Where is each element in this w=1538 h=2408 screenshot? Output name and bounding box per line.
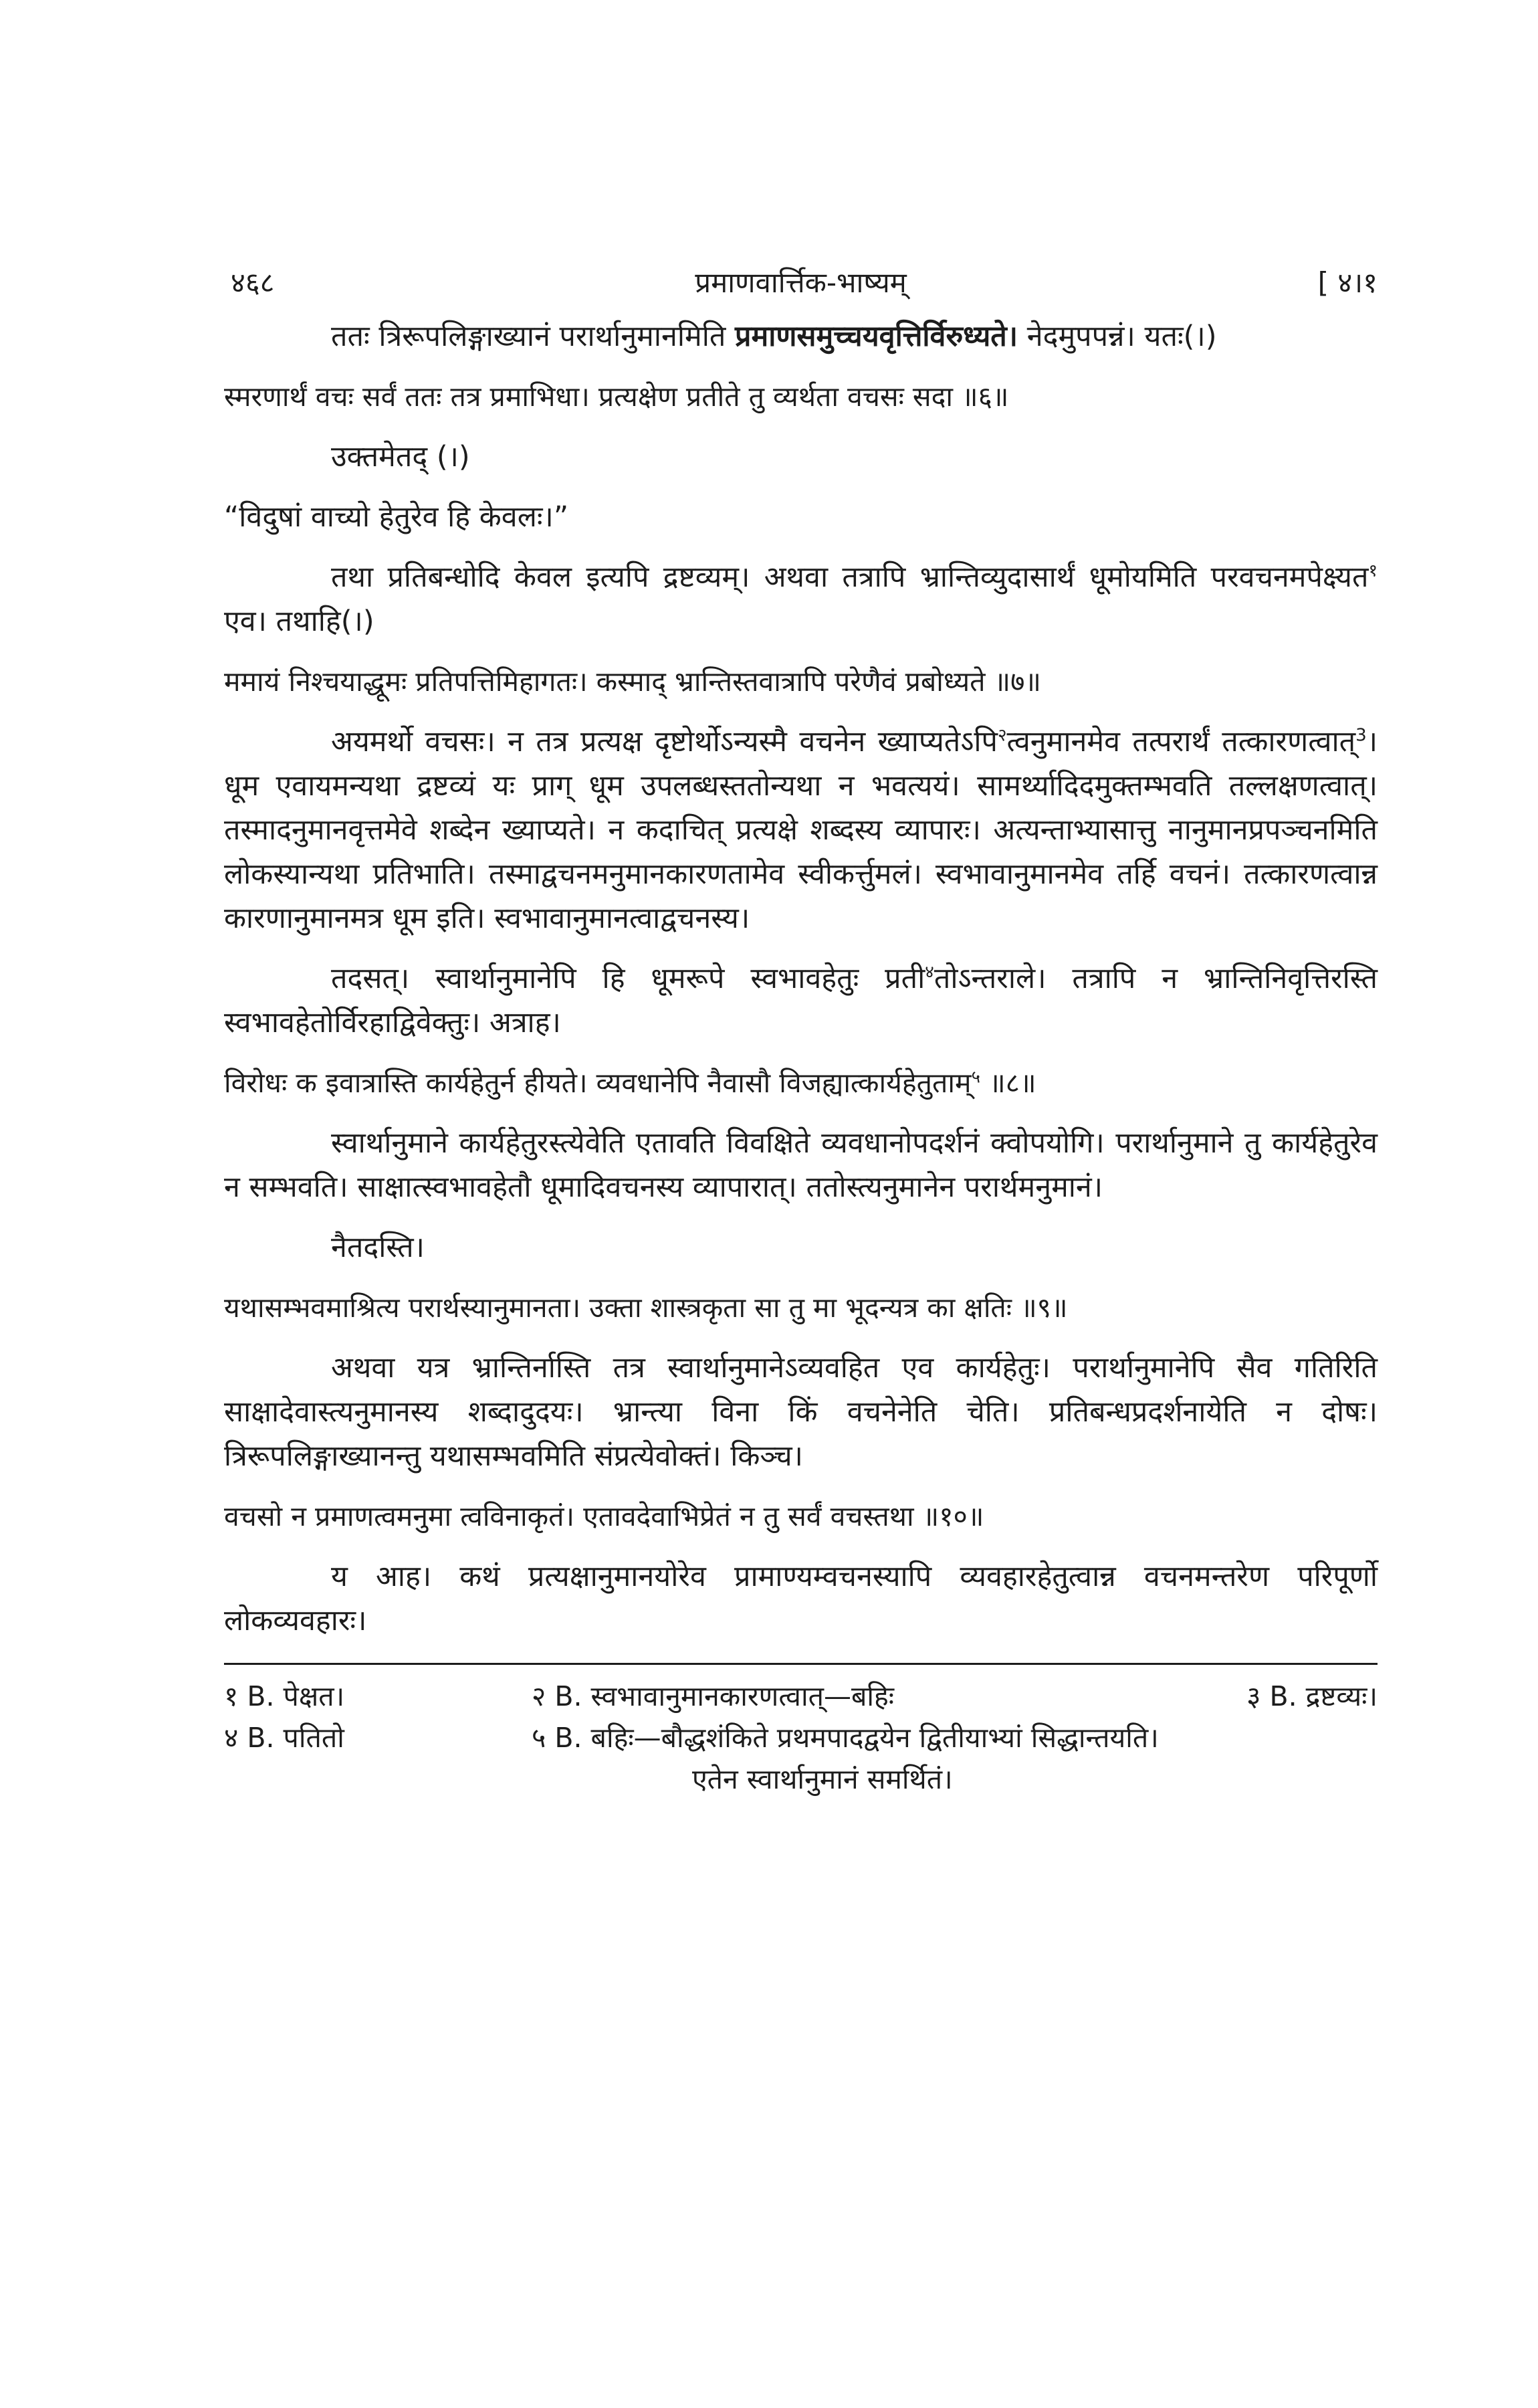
footnote: २ B. स्वभावानुमानकारणत्वात्—बहिः — [532, 1680, 895, 1712]
paragraph: अथवा यत्र भ्रान्तिर्नास्ति तत्र स्वार्थानुमानेऽव्यवहित एव कार्यहेतुः। परार्थानुमानेपि सैव गतिरिति साक्षादेवास्त्यनुमानस्य शब्दादुदयः। भ्रान्त्या विना किं वचनेनेति चेति। प्रतिबन्धप्रदर्शनायेति न दोषः। त्रिरूपलिङ्गाख्यानन्तु यथासम्भवमिति संप्रत्येवोक्तं। किञ्च। — [224, 1351, 1378, 1473]
footnote: १ B. पेक्षत। — [224, 1680, 345, 1712]
footnote-continuation: एतेन स्वार्थानुमानं समर्थितं। — [692, 1763, 953, 1795]
text-bold: प्रमाणसमुच्चयवृत्तिर्विरुध्यते। — [735, 320, 1018, 353]
footnote: ५ B. बहिः—बौद्धशंकिते प्रथमपादद्वयेन द्वितीयाभ्यां सिद्धान्तयति। — [532, 1722, 1159, 1754]
text: तोऽन्तराले। तत्रापि न भ्रान्तिनिवृत्तिरस्ति स्वभावहेतोर्विरहाद्विवेक्तुः। अत्राह। — [224, 962, 1378, 1039]
paragraph: स्वार्थानुमाने कार्यहेतुरस्त्येवेति एतावति विवक्षिते व्यवधानोपदर्शनं क्वोपयोगि। परार्थानुमाने तु कार्यहेतुरेव न सम्भवति। साक्षात्स्वभावहेतौ धूमादिवचनस्य व्यापारात्। ततोस्त्यनुमानेन परार्थमनुमानं। — [224, 1126, 1378, 1204]
footnote: ३ B. द्रष्टव्यः। — [1246, 1680, 1378, 1712]
verse-8 — [224, 1061, 1378, 1105]
footnote-ref: ४ — [925, 962, 934, 983]
page — [224, 261, 1378, 1800]
footnote-ref: 3 — [1355, 725, 1367, 746]
paragraph — [224, 720, 1378, 940]
text: तथा प्रतिबन्धोदि केवल इत्यपि द्रष्टव्यम्। अथवा तत्रापि भ्रान्तिव्युदासार्थं धूमोयमिति परवचनमपेक्ष्यत — [331, 561, 1369, 594]
page-header — [224, 261, 1378, 314]
running-title: प्रमाणवार्त्तिक-भाष्यम् — [695, 266, 907, 299]
text: ततः त्रिरूपलिङ्गाख्यानं परार्थानुमानमिति — [331, 320, 736, 353]
page-number: ४६८ — [231, 266, 275, 299]
paragraph — [224, 314, 1378, 359]
verse-7: ममायं निश्चयाद्धूमः प्रतिपत्तिमिहागतः। कस्माद् भ्रान्तिस्तवात्रापि परेणैवं प्रबोध्यते ॥७॥ — [224, 666, 1041, 698]
text: अयमर्थो वचसः। न तत्र प्रत्यक्ष दृष्टोर्थोऽन्यस्मै वचनेन ख्याप्यतेऽपि — [331, 725, 998, 759]
footnote-ref: १ — [1368, 561, 1378, 581]
paragraph — [224, 555, 1378, 643]
text: एव। तथाहि(।) — [224, 605, 374, 638]
section-marker: [ ४।१ — [1317, 266, 1378, 299]
quotation: “विदुषां वाच्यो हेतुरेव हि केवलः।” — [224, 500, 569, 534]
paragraph: नैतदस्ति। — [331, 1231, 425, 1264]
text: नेदमुपपन्नं। यतः(।) — [1018, 320, 1217, 353]
text: ॥८॥ — [980, 1067, 1036, 1099]
footnote-ref: ५ — [971, 1067, 981, 1088]
footnote-ref: २ — [997, 725, 1007, 746]
footnote-row — [224, 1717, 1378, 1759]
verse-6: स्मरणार्थं वचः सर्वं ततः तत्र प्रमाभिधा। प्रत्यक्षेण प्रतीते तु व्यर्थता वचसः सदा ॥६॥ — [224, 381, 1009, 413]
text: । धूम एवायमन्यथा द्रष्टव्यं यः प्राग् धूम उपलब्धस्ततोन्यथा न भवत्ययं। सामर्थ्यादिदमुक्तम्भवति तल्लक्षणत्वात्। तस्मादनुमानवृत्तमेवे शब्देन ख्याप्यते। न कदाचित् प्रत्यक्षे शब्दस्य व्यापारः। अत्यन्ताभ्यासात्तु नानुमानप्रपञ्चनमिति लोकस्यान्यथा प्रतिभाति। तस्माद्वचनमनुमानकारणतामेव स्वीकर्त्तुमलं। स्वभावानुमानमेव तर्हि वचनं। तत्कारणत्वान्न कारणानुमानमत्र धूम इति। स्वभावानुमानत्वाद्वचनस्य। — [224, 725, 1378, 935]
paragraph: उक्तमेतद् (।) — [331, 440, 470, 474]
text: त्वनुमानमेव तत्परार्थं तत्कारणत्वात् — [1006, 725, 1356, 759]
paragraph — [224, 957, 1378, 1045]
verse-10: वचसो न प्रमाणत्वमनुमा त्वविनाकृतं। एतावदेवाभिप्रेतं न तु सर्वं वचस्तथा ॥१०॥ — [224, 1500, 984, 1532]
paragraph: य आह। कथं प्रत्यक्षानुमानयोरेव प्रामाण्यम्वचनस्यापि व्यवहारहेतुत्वान्न वचनमन्तरेण परिपूर्णो लोकव्यवहारः। — [224, 1560, 1378, 1637]
footnote-row — [224, 1676, 1378, 1717]
verse-9: यथासम्भवमाश्रित्य परार्थस्यानुमानता। उक्ता शास्त्रकृता सा तु मा भूदन्यत्र का क्षतिः ॥९॥ — [224, 1292, 1068, 1324]
footnote-divider — [224, 1663, 1378, 1665]
text: विरोधः क इवात्रास्ति कार्यहेतुर्न हीयते। व्यवधानेपि नैवासौ विजह्यात्कार्यहेतुताम् — [224, 1067, 972, 1099]
footnote: ४ B. पतितो — [224, 1722, 344, 1754]
text: तदसत्। स्वार्थानुमानेपि हि धूमरूपे स्वभावहेतुः प्रती — [331, 962, 925, 995]
